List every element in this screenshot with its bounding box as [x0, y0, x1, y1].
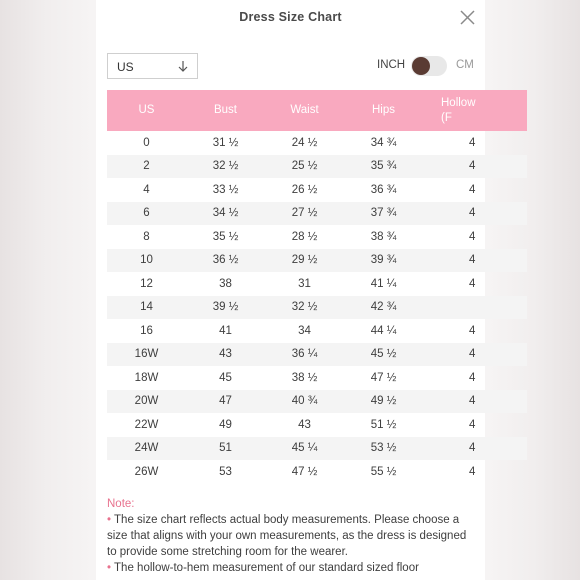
table-row: [107, 343, 527, 367]
cell-size: 20W: [107, 390, 186, 414]
close-icon[interactable]: [458, 8, 476, 26]
unit-toggle[interactable]: [411, 56, 447, 76]
cell-hollow-to-hem: 4: [469, 183, 476, 196]
table-row: [107, 131, 527, 155]
cell-hips: 39 ¾: [344, 249, 423, 273]
cell-size: 0: [143, 136, 150, 149]
cell-bust: 32 ½: [186, 155, 265, 179]
cell-waist: 24 ½: [291, 136, 318, 149]
cell-size: 8: [143, 230, 150, 243]
cell-hips: 47 ½: [370, 371, 397, 384]
cell-waist: 28 ½: [291, 230, 318, 243]
cell-waist: 43: [298, 418, 311, 431]
cell-waist: 36 ¼: [265, 343, 344, 367]
cell-hips: 35 ¾: [344, 155, 423, 179]
cell-waist: 45 ¼: [265, 437, 344, 461]
size-note: [107, 496, 477, 576]
cell-bust: 51: [186, 437, 265, 461]
table-row: [107, 155, 527, 179]
cell-hollow-to-hem: [423, 296, 527, 320]
cell-waist: 32 ½: [265, 296, 344, 320]
cell-hips: 53 ½: [344, 437, 423, 461]
table-row: [107, 390, 527, 414]
cell-bust: 41: [219, 324, 232, 337]
table-row: [107, 178, 527, 202]
cell-waist: 47 ½: [291, 465, 318, 478]
size-table-container[interactable]: [107, 90, 476, 486]
cell-bust: 43: [186, 343, 265, 367]
note-item: [107, 560, 477, 576]
cell-size: 2: [107, 155, 186, 179]
cell-bust: 45: [219, 371, 232, 384]
cell-bust: 38: [219, 277, 232, 290]
size-system-select[interactable]: [107, 53, 198, 79]
arrow-down-icon: [177, 59, 189, 73]
cell-hips: 34 ¾: [370, 136, 397, 149]
cell-hollow-to-hem: 4: [469, 418, 476, 431]
cell-bust: 33 ½: [212, 183, 239, 196]
cell-hollow-to-hem: 4: [423, 249, 527, 273]
cell-waist: 34: [298, 324, 311, 337]
column-header-hollow-to-hem: Hollow (F: [423, 90, 527, 131]
cell-hips: 38 ¾: [370, 230, 397, 243]
cell-hollow-to-hem: 4: [423, 343, 527, 367]
cell-size: 16: [140, 324, 153, 337]
cell-size: 22W: [134, 418, 159, 431]
table-row: [107, 437, 527, 461]
cell-size: 12: [140, 277, 153, 290]
cell-size: 4: [143, 183, 150, 196]
toggle-knob: [412, 57, 430, 75]
cell-waist: 40 ¾: [265, 390, 344, 414]
cell-size: 24W: [107, 437, 186, 461]
cell-hollow-to-hem: 4: [423, 437, 527, 461]
table-row: [107, 413, 527, 437]
size-chart-modal: [96, 0, 485, 580]
cell-size: 16W: [107, 343, 186, 367]
cell-hollow-to-hem: 4: [423, 155, 527, 179]
cell-waist: 25 ½: [265, 155, 344, 179]
cell-hips: 45 ½: [344, 343, 423, 367]
note-title: Note:: [107, 498, 135, 510]
cell-hollow-to-hem: 4: [469, 324, 476, 337]
column-header-bust: Bust: [186, 90, 265, 131]
cell-waist: 31: [298, 277, 311, 290]
cell-hollow-to-hem: 4: [469, 277, 476, 290]
cell-bust: 47: [186, 390, 265, 414]
column-header-waist: Waist: [265, 90, 344, 131]
cell-hollow-to-hem: 4: [469, 136, 476, 149]
cell-bust: 49: [219, 418, 232, 431]
size-table: [107, 90, 527, 484]
cell-size: 26W: [134, 465, 159, 478]
cell-hips: 37 ¾: [344, 202, 423, 226]
table-row: [107, 460, 527, 484]
modal-header: [96, 0, 485, 40]
cell-hips: 42 ¾: [344, 296, 423, 320]
table-row: [107, 319, 527, 343]
table-row: [107, 225, 527, 249]
table-header-row: [107, 90, 527, 131]
size-system-value: US: [117, 60, 134, 74]
cell-hollow-to-hem: 4: [423, 202, 527, 226]
cell-hollow-to-hem: 4: [469, 230, 476, 243]
table-row: [107, 202, 527, 226]
note-text: The size chart reflects actual body measurements. Please choose a size that aligns with your own measurements, as the dress is designed to provide some stretching room for the wearer.: [107, 514, 467, 558]
cell-hips: 44 ¼: [370, 324, 397, 337]
table-row: [107, 296, 527, 320]
cm-label: CM: [456, 59, 474, 71]
column-header-us: US: [107, 90, 186, 131]
cell-hollow-to-hem: 4: [469, 371, 476, 384]
table-row: [107, 249, 527, 273]
cell-bust: 53: [219, 465, 232, 478]
cell-hips: 49 ½: [344, 390, 423, 414]
cell-hips: 55 ½: [370, 465, 397, 478]
note-bullet: •: [107, 562, 112, 574]
cell-hips: 36 ¾: [370, 183, 397, 196]
cell-bust: 36 ½: [186, 249, 265, 273]
cell-waist: 38 ½: [291, 371, 318, 384]
cell-bust: 31 ½: [212, 136, 239, 149]
table-row: [107, 272, 527, 296]
cell-hollow-to-hem: 4: [423, 390, 527, 414]
cell-hips: 41 ¼: [370, 277, 397, 290]
modal-title: Dress Size Chart: [239, 10, 342, 24]
cell-size: 18W: [134, 371, 159, 384]
cell-waist: 29 ½: [265, 249, 344, 273]
cell-size: 10: [107, 249, 186, 273]
cell-bust: 35 ½: [212, 230, 239, 243]
column-header-hips: Hips: [344, 90, 423, 131]
note-text: The hollow-to-hem measurement of our standard sized floor: [114, 562, 419, 574]
note-bullet: •: [107, 514, 112, 526]
table-row: [107, 366, 527, 390]
cell-size: 14: [107, 296, 186, 320]
note-item: [107, 512, 477, 560]
cell-hips: 51 ½: [370, 418, 397, 431]
cell-hollow-to-hem: 4: [469, 465, 476, 478]
cell-waist: 26 ½: [291, 183, 318, 196]
inch-label: INCH: [377, 59, 406, 71]
cell-waist: 27 ½: [265, 202, 344, 226]
cell-bust: 34 ½: [186, 202, 265, 226]
cell-size: 6: [107, 202, 186, 226]
cell-bust: 39 ½: [186, 296, 265, 320]
